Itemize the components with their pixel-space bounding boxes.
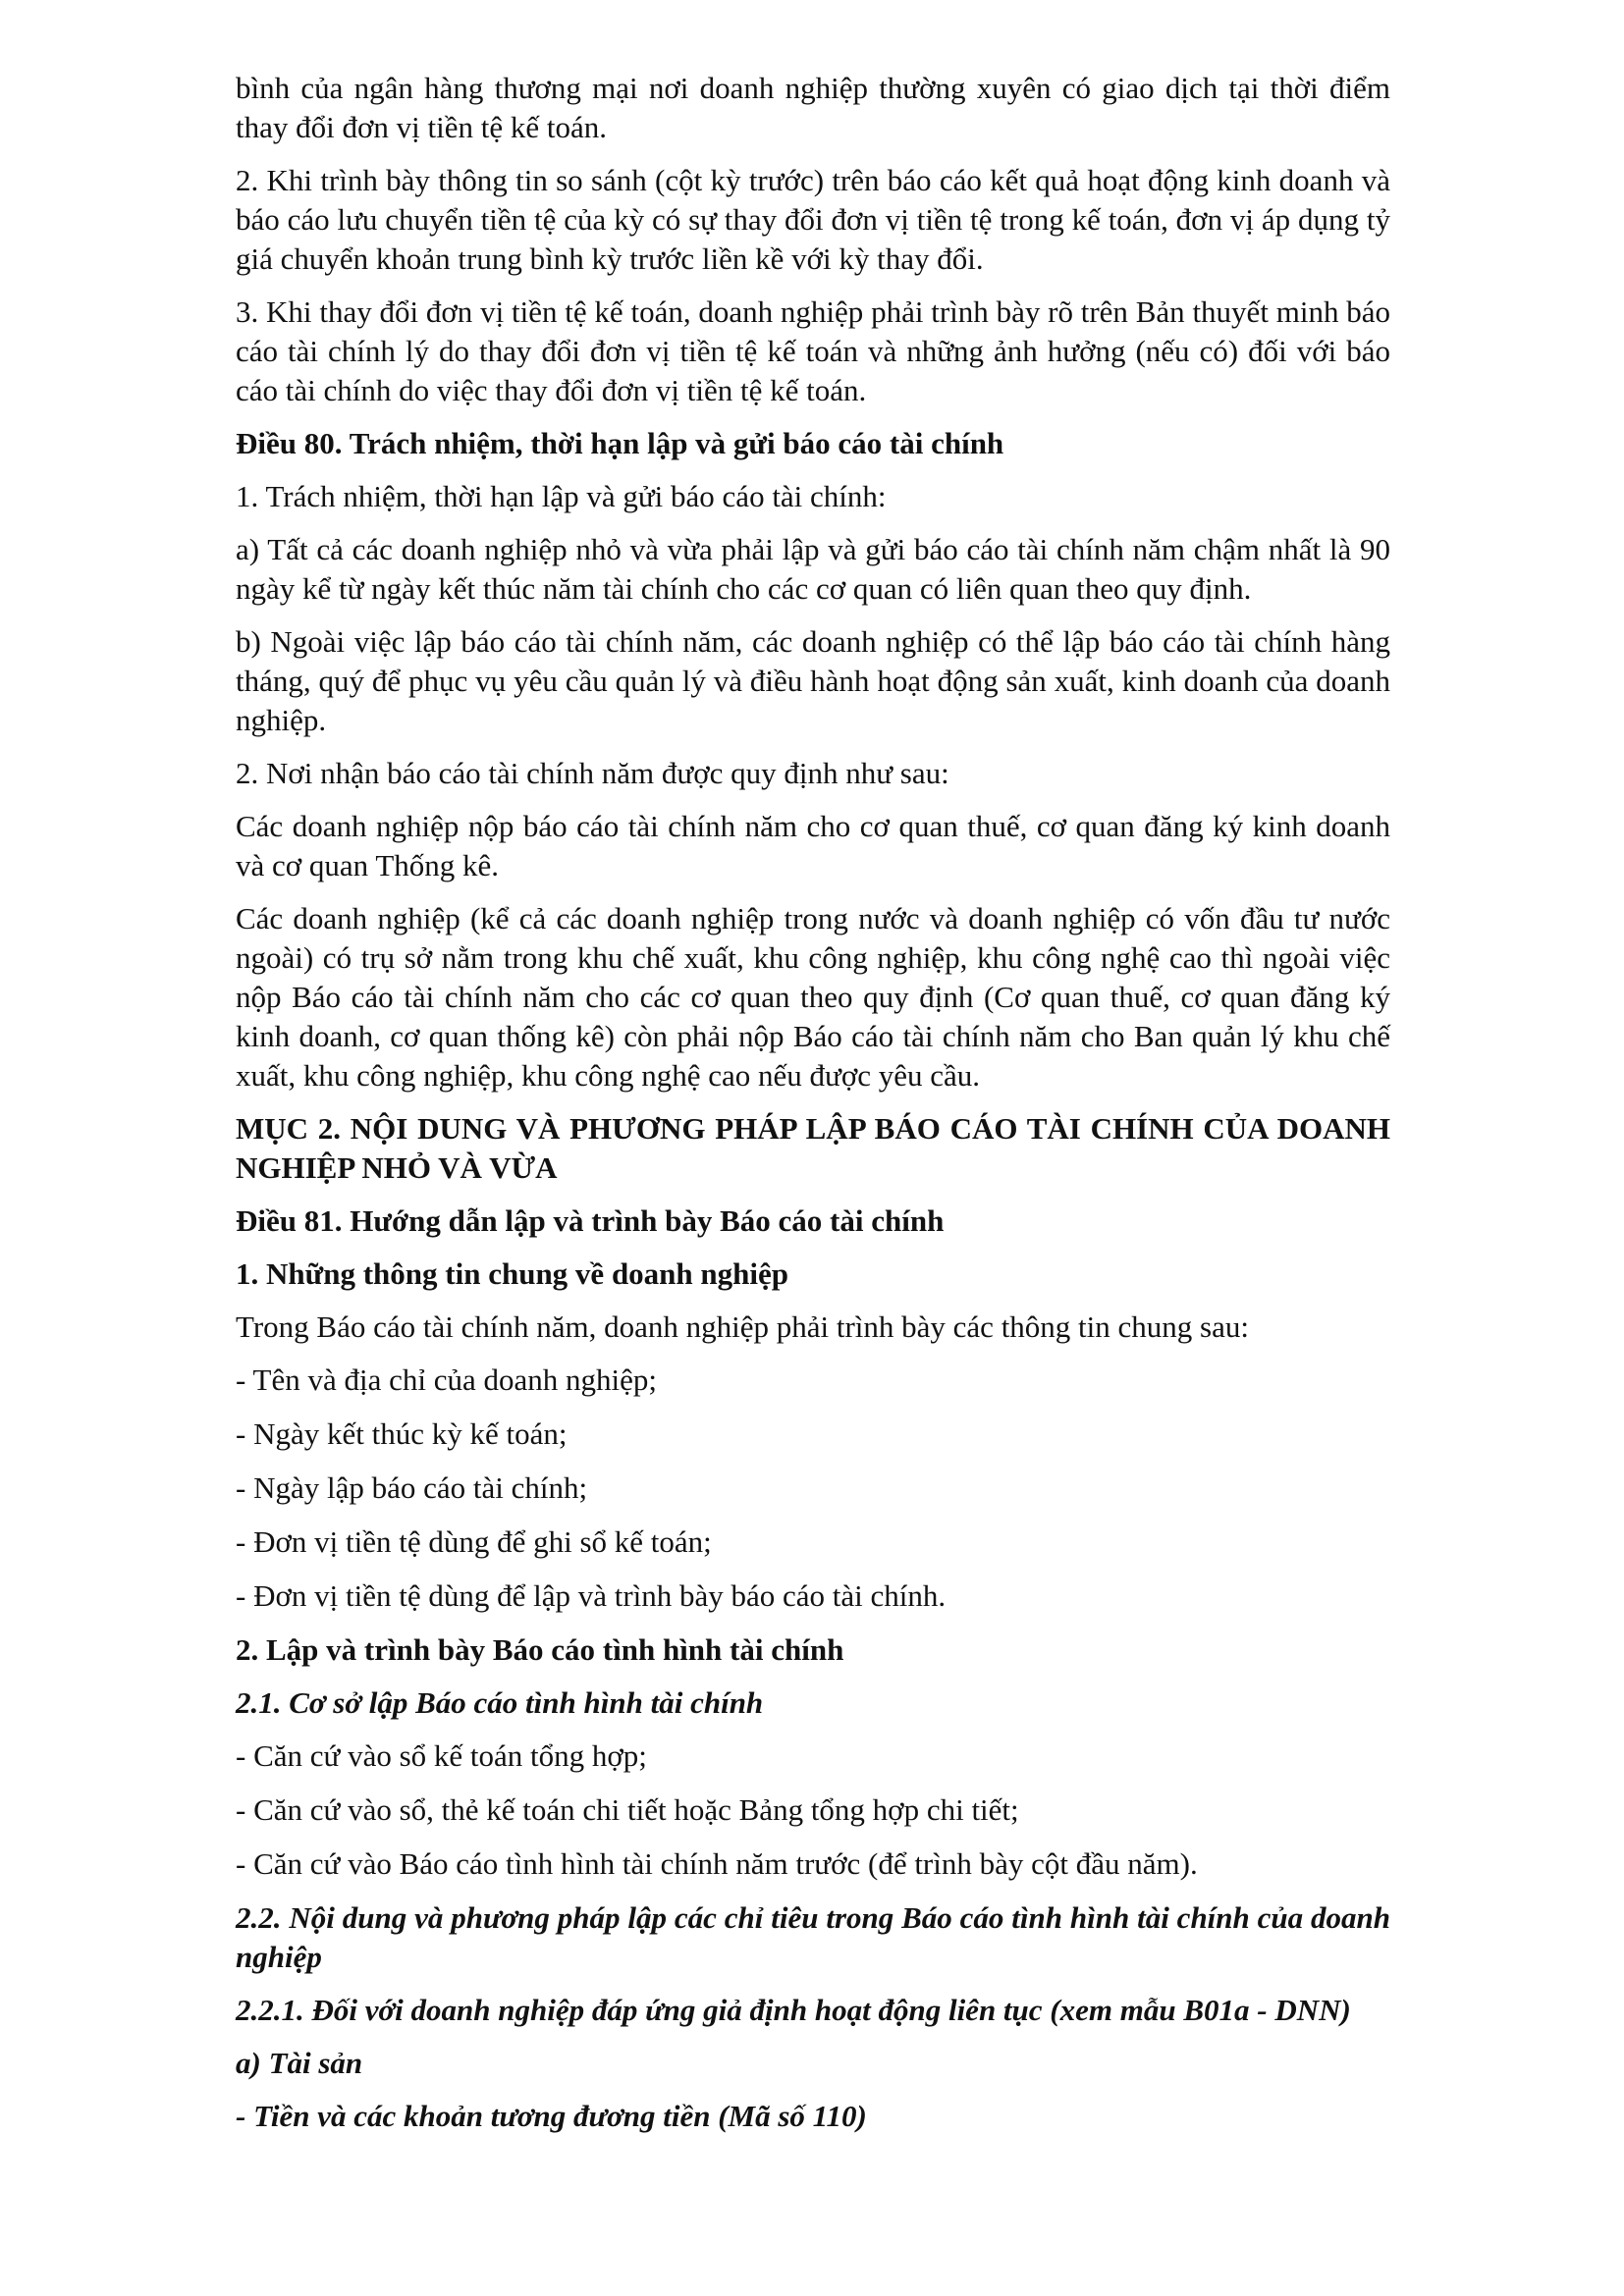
article-80-clause-2: 2. Nơi nhận báo cáo tài chính năm được quy định như sau: <box>236 756 949 790</box>
subsection-1-intro: Trong Báo cáo tài chính năm, doanh nghiệp phải trình bày các thông tin chung sau: <box>236 1309 1249 1344</box>
article-80-clause-2b: Các doanh nghiệp (kể cả các doanh nghiệp trong nước và doanh nghiệp có vốn đầu tư nước ngoài) có trụ sở nằm trong khu chế xuất, khu công nghiệp, khu công nghệ cao thì ngoài việc nộp Báo cáo tài chính năm cho các cơ quan theo quy định (Cơ quan thuế, cơ quan đăng ký kinh doanh, cơ quan thống kê) còn phải nộp Báo cáo tài chính năm cho Ban quản lý khu chế xuất, khu công nghiệp, khu công nghệ cao nếu được yêu cầu. <box>236 901 1390 1093</box>
assets-heading: a) Tài sản <box>236 2046 363 2080</box>
section-2-title: MỤC 2. NỘI DUNG VÀ PHƯƠNG PHÁP LẬP BÁO CÁO TÀI CHÍNH CỦA DOANH NGHIỆP NHỎ VÀ VỪA <box>236 1111 1390 1185</box>
basis-list <box>236 1736 1390 1884</box>
article-81-title: Điều 81. Hướng dẫn lập và trình bày Báo cáo tài chính <box>236 1203 945 1238</box>
article-80-clause-1a: a) Tất cả các doanh nghiệp nhỏ và vừa phải lập và gửi báo cáo tài chính năm chậm nhất là 90 ngày kể từ ngày kết thúc năm tài chính cho các cơ quan có liên quan theo quy định. <box>236 532 1390 606</box>
list-item: - Căn cứ vào Báo cáo tình hình tài chính năm trước (để trình bày cột đầu năm). <box>236 1846 1198 1881</box>
list-item: - Tên và địa chỉ của doanh nghiệp; <box>236 1362 657 1397</box>
subsection-2-2-title: 2.2. Nội dung và phương pháp lập các chỉ tiêu trong Báo cáo tình hình tài chính của doanh nghiệp <box>236 1900 1390 1974</box>
article-80-clause-1: 1. Trách nhiệm, thời hạn lập và gửi báo cáo tài chính: <box>236 479 887 513</box>
document-page <box>236 69 1390 2150</box>
general-info-list <box>236 1361 1390 1616</box>
list-item: - Đơn vị tiền tệ dùng để lập và trình bày báo cáo tài chính. <box>236 1578 947 1613</box>
paragraph-item-2: 2. Khi trình bày thông tin so sánh (cột kỳ trước) trên báo cáo kết quả hoạt động kinh doanh và báo cáo lưu chuyển tiền tệ của kỳ có sự thay đổi đơn vị tiền tệ trong kế toán, đơn vị áp dụng tỷ giá chuyển khoản trung bình kỳ trước liền kề với kỳ thay đổi. <box>236 163 1390 276</box>
list-item: - Đơn vị tiền tệ dùng để ghi sổ kế toán; <box>236 1524 712 1559</box>
list-item: - Ngày kết thúc kỳ kế toán; <box>236 1416 568 1451</box>
paragraph-continuation: bình của ngân hàng thương mại nơi doanh nghiệp thường xuyên có giao dịch tại thời điểm thay đổi đơn vị tiền tệ kế toán. <box>236 71 1390 144</box>
article-80-clause-1b: b) Ngoài việc lập báo cáo tài chính năm, các doanh nghiệp có thể lập báo cáo tài chính hàng tháng, quý để phục vụ yêu cầu quản lý và điều hành hoạt động sản xuất, kinh doanh của doanh nghiệp. <box>236 624 1390 737</box>
subsection-2-2-1-title: 2.2.1. Đối với doanh nghiệp đáp ứng giả định hoạt động liên tục (xem mẫu B01a - DNN) <box>236 1993 1351 2027</box>
subsection-2-title: 2. Lập và trình bày Báo cáo tình hình tài chính <box>236 1632 844 1667</box>
article-80-title: Điều 80. Trách nhiệm, thời hạn lập và gửi báo cáo tài chính <box>236 426 1004 460</box>
article-80-clause-2a: Các doanh nghiệp nộp báo cáo tài chính năm cho cơ quan thuế, cơ quan đăng ký kinh doanh và cơ quan Thống kê. <box>236 809 1390 882</box>
list-item: - Căn cứ vào sổ kế toán tổng hợp; <box>236 1738 647 1773</box>
subsection-2-1-title: 2.1. Cơ sở lập Báo cáo tình hình tài chính <box>236 1685 764 1720</box>
list-item: - Ngày lập báo cáo tài chính; <box>236 1470 588 1505</box>
list-item: - Căn cứ vào sổ, thẻ kế toán chi tiết hoặc Bảng tổng hợp chi tiết; <box>236 1792 1019 1827</box>
cash-item-heading: - Tiền và các khoản tương đương tiền (Mã số 110) <box>236 2099 867 2133</box>
paragraph-item-3: 3. Khi thay đổi đơn vị tiền tệ kế toán, doanh nghiệp phải trình bày rõ trên Bản thuyết minh báo cáo tài chính lý do thay đổi đơn vị tiền tệ kế toán và những ảnh hưởng (nếu có) đối với báo cáo tài chính do việc thay đổi đơn vị tiền tệ kế toán. <box>236 294 1390 407</box>
subsection-1-title: 1. Những thông tin chung về doanh nghiệp <box>236 1256 789 1291</box>
